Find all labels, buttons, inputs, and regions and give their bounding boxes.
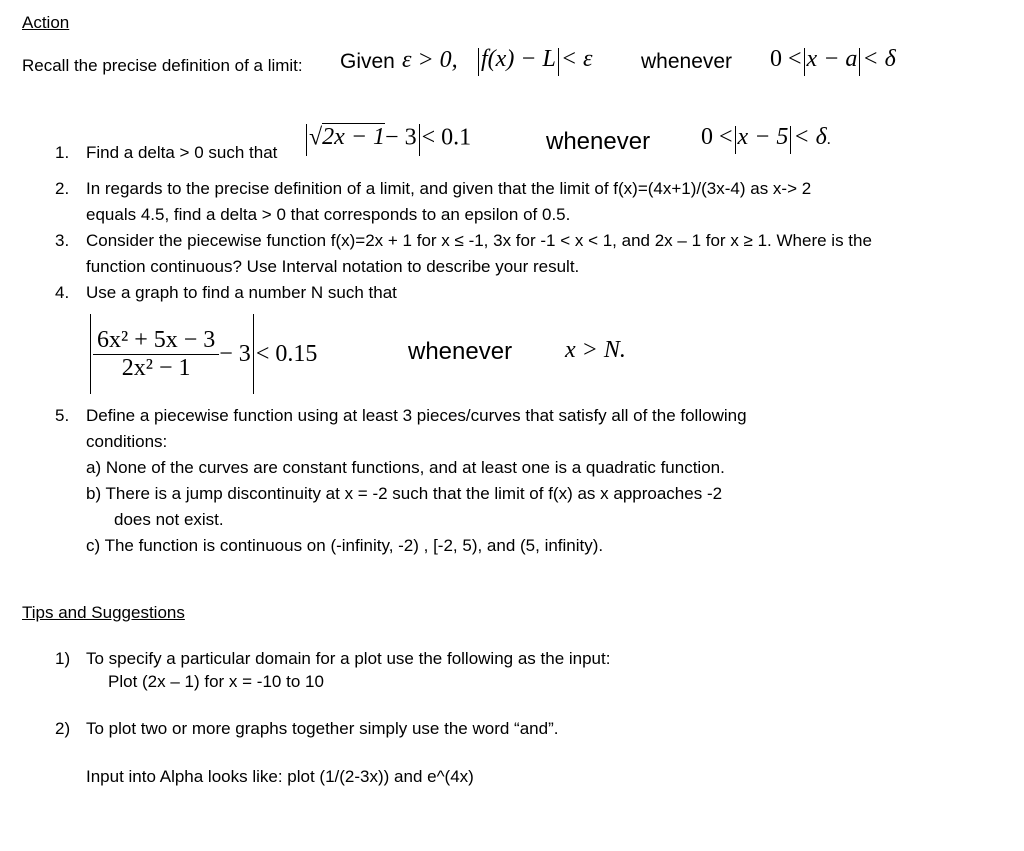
problem-5-b1: b) There is a jump discontinuity at x = -2 such that the limit of f(x) as x approaches -2: [86, 484, 723, 503]
problem-3-line1: Consider the piecewise function f(x)=2x + 1 for x ≤ -1, 3x for -1 < x < 1, and 2x – 1 for x ≥ 1. Where is the: [86, 231, 872, 250]
problem-4-line1: Use a graph to find a number N such that: [86, 283, 397, 302]
abs-bar-left: [306, 124, 307, 156]
abs-bar-right: [790, 126, 791, 154]
recall-lt-eps: < ε: [560, 46, 593, 72]
problem-3-number: 3.: [55, 231, 70, 250]
problem-1-lt-delta: < δ: [793, 124, 827, 150]
problem-1-lead: Find a delta > 0 such that: [86, 143, 278, 162]
problem-1-whenever: whenever: [546, 128, 651, 155]
problem-3-line2: function continuous? Use Interval notation to describe your result.: [86, 257, 580, 276]
problem-4-number: 4.: [55, 283, 70, 302]
recall-whenever: whenever: [641, 50, 733, 73]
tip-2-number: 2): [55, 719, 71, 738]
problem-2-line1: In regards to the precise definition of a limit, and given that the limit of f(x)=(4x+1)/(3x-4) as x-> 2: [86, 179, 812, 198]
recall-abs-expr: [476, 46, 593, 76]
abs-bar-right: [419, 124, 420, 156]
recall-zero-lt: 0 <: [770, 46, 802, 72]
tip-1-line2: Plot (2x – 1) for x = -10 to 10: [108, 672, 324, 691]
problem-4-denominator: 2x² − 1: [121, 354, 191, 381]
abs-bar-left: [735, 126, 736, 154]
tip-2-line1: To plot two or more graphs together simply use the word “and”.: [86, 719, 559, 738]
recall-delta-expr: [770, 46, 896, 76]
recall-f-minus-l: f(x) − L: [481, 46, 556, 72]
problem-4-whenever: whenever: [408, 338, 513, 365]
problem-1-zero-lt: 0 <: [701, 124, 733, 150]
problem-1-expr: [304, 124, 471, 156]
abs-bar-right: [558, 48, 559, 76]
recall-x-minus-a: x − a: [806, 46, 858, 72]
problem-1-dot: .: [826, 131, 831, 148]
problem-1-number: 1.: [55, 143, 70, 162]
recall-epsilon-cond: ε > 0,: [402, 47, 458, 73]
problem-5-b2: does not exist.: [114, 510, 224, 529]
problem-1-lt: < 0.1: [421, 124, 472, 151]
problem-4-condition: x > N.: [565, 337, 626, 363]
problem-4-lt: < 0.15: [255, 340, 318, 367]
problem-4-minus3: − 3: [219, 340, 251, 367]
problem-1-radicand: 2x − 1: [322, 124, 386, 151]
problem-1-minus3: − 3: [385, 124, 417, 151]
problem-1-delta-expr: [701, 124, 831, 154]
problem-5-line1: Define a piecewise function using at least 3 pieces/curves that satisfy all of the following: [86, 406, 747, 425]
abs-bar-right: [253, 314, 254, 394]
recall-given: Given: [340, 50, 395, 73]
problem-4-fraction: [93, 327, 219, 382]
abs-bar-left: [478, 48, 479, 76]
abs-bar-left: [90, 314, 91, 394]
problem-5-number: 5.: [55, 406, 70, 425]
problem-5-line2: conditions:: [86, 432, 168, 451]
recall-lead: Recall the precise definition of a limit:: [22, 56, 303, 75]
problem-5-c: c) The function is continuous on (-infinity, -2) , [-2, 5), and (5, infinity).: [86, 536, 604, 555]
recall-lt-delta: < δ: [862, 46, 896, 72]
problem-2-line2: equals 4.5, find a delta > 0 that corresponds to an epsilon of 0.5.: [86, 205, 571, 224]
tip-1-line1: To specify a particular domain for a plot use the following as the input:: [86, 649, 611, 668]
tips-heading: Tips and Suggestions: [22, 603, 185, 622]
tip-1-number: 1): [55, 649, 71, 668]
sqrt-sign: √: [309, 124, 323, 151]
abs-bar-left: [804, 48, 805, 76]
problem-1-x-minus-5: x − 5: [737, 124, 789, 150]
action-heading: Action: [22, 13, 70, 32]
problem-4-expr: [88, 314, 317, 394]
problem-2-number: 2.: [55, 179, 70, 198]
problem-4-numerator: 6x² + 5x − 3: [93, 327, 219, 355]
tip-2-line2: Input into Alpha looks like: plot (1/(2-3x)) and e^(4x): [86, 767, 474, 786]
abs-bar-right: [859, 48, 860, 76]
problem-5-a: a) None of the curves are constant functions, and at least one is a quadratic function.: [86, 458, 725, 477]
